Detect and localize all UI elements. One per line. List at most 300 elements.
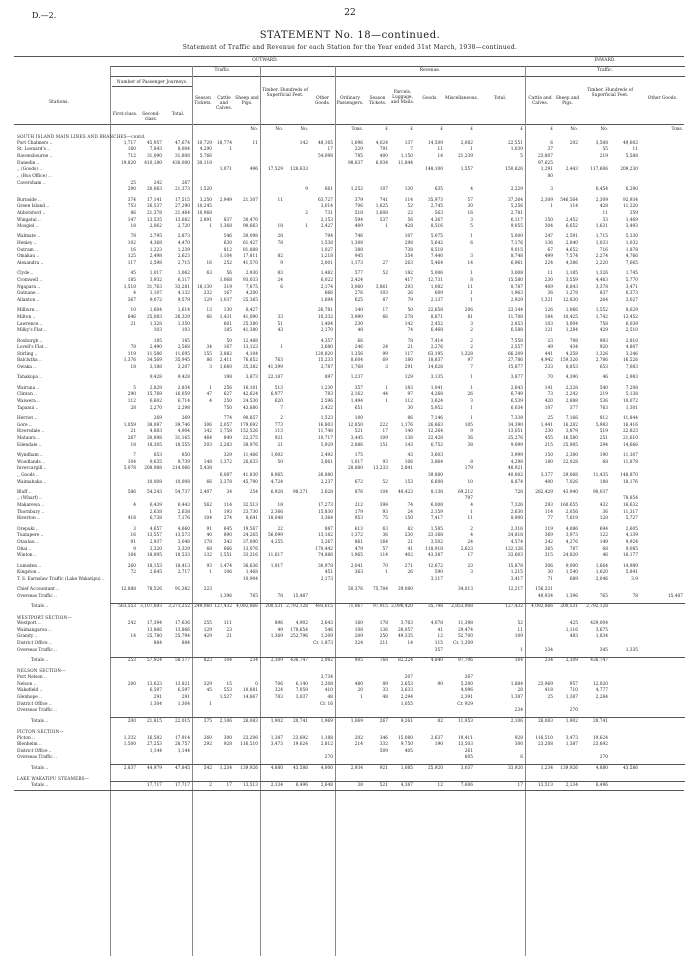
table-cell: 689 <box>569 576 578 582</box>
table-cell: 409 <box>544 284 553 290</box>
table-cell: 103 <box>153 328 162 334</box>
table-cell: 306 <box>544 563 553 569</box>
table-cell: 812 <box>223 247 232 253</box>
table-cell: 905 <box>354 658 363 663</box>
table-cell: 14 <box>130 634 136 640</box>
table-cell: 31,165 <box>174 435 190 441</box>
table-cell: 9,261 <box>400 718 413 724</box>
table-cell: 26 <box>467 392 473 398</box>
table-cell: 3,267 <box>320 540 333 545</box>
table-cell: 2,498 <box>149 254 162 260</box>
table-cell: 8 <box>470 459 473 465</box>
station-name: Blenheim .. <box>17 742 42 748</box>
table-cell: 2,888 <box>565 399 578 404</box>
table-cell: 2,229 <box>510 187 523 193</box>
table-cell: 10,245 <box>196 204 212 210</box>
table-cell: 267 <box>181 180 190 186</box>
table-cell: 1,335 <box>625 647 638 653</box>
page-id: D.—2. <box>32 11 57 20</box>
station-name: Lumsden .. <box>17 563 42 569</box>
table-cell: 48 <box>327 694 333 700</box>
table-cell: 1,055 <box>400 701 413 707</box>
station-name: Edendale .. <box>17 442 42 448</box>
table-cell: 251 <box>599 435 608 441</box>
table-cell: 11,586 <box>146 351 162 357</box>
table-cell: 716 <box>599 247 608 253</box>
table-cell: 23,208 <box>537 742 553 748</box>
table-cell: 232 <box>203 291 212 297</box>
table-cell: 30,470 <box>242 217 258 223</box>
table-cell: 6,008 <box>430 503 443 509</box>
table-cell: 4 <box>470 533 473 539</box>
table-cell: 509 <box>379 748 388 754</box>
table-cell: 136 <box>379 627 388 633</box>
table-cell: 24 <box>467 540 473 545</box>
table-cell: 4,942 <box>540 358 553 364</box>
table-cell: 13,452 <box>622 314 638 320</box>
table-cell: 179 <box>464 466 473 472</box>
table-cell: 429 <box>203 634 212 640</box>
table-cell: 25,276 <box>507 435 523 441</box>
table-cell: 7,176 <box>177 516 190 522</box>
table-cell: 496 <box>249 167 258 173</box>
table-cell: 2,162 <box>350 392 363 398</box>
table-cell: 2,643 <box>510 385 523 391</box>
table-cell: 211 <box>379 641 388 647</box>
table-cell: 6,117 <box>510 217 523 223</box>
table-cell: 25,380 <box>242 321 258 327</box>
header-miscellaneous: Miscellaneous. <box>445 96 479 101</box>
table-cell: 18,555 <box>174 442 190 448</box>
table-cell: 292 <box>203 742 212 748</box>
table-cell: 3,763 <box>400 621 413 627</box>
table-cell: 2,834 <box>177 385 190 391</box>
table-cell: 19,411 <box>457 735 473 741</box>
table-cell: 3,008 <box>510 271 523 277</box>
table-cell: 3 <box>470 399 473 404</box>
table-cell: 11 <box>437 147 443 153</box>
table-cell: 765 <box>249 593 258 599</box>
table-cell: 1,185 <box>565 271 578 277</box>
table-cell: 91 <box>206 526 212 532</box>
table-cell: 2,853,908 <box>451 604 473 610</box>
table-cell: 93,033 <box>242 278 258 283</box>
table-cell: 27 <box>382 261 388 266</box>
table-cell: 18,413 <box>174 563 190 569</box>
table-cell: 137 <box>404 140 413 146</box>
table-cell: 82 <box>437 718 443 724</box>
table-cell: 41,399 <box>267 365 283 371</box>
header-total: Total. <box>171 112 185 117</box>
table-cell: 884 <box>153 641 162 647</box>
table-cell: 10,968 <box>196 210 212 216</box>
table-cell: 34 <box>206 345 212 351</box>
table-cell: 2,934 <box>350 765 363 771</box>
table-cell: 1 <box>520 647 523 653</box>
table-cell: 1,237 <box>350 375 363 381</box>
table-cell: 791 <box>379 147 388 153</box>
table-cell: 432 <box>599 503 608 509</box>
table-rule-bottom <box>14 790 684 791</box>
table-cell: 37 <box>547 147 553 153</box>
table-cell: 7,338 <box>510 416 523 421</box>
table-cell: 10,904 <box>242 576 258 582</box>
table-cell: 56 <box>226 271 232 277</box>
table-cell: 2,001 <box>320 261 333 266</box>
station-name: NELSON SECTION— <box>17 668 66 674</box>
table-cell: 13,076 <box>242 546 258 552</box>
table-cell: 1,518 <box>123 284 136 290</box>
table-cell: 5,006 <box>430 271 443 277</box>
table-cell: 40,423 <box>397 489 413 495</box>
table-cell: 7,083 <box>625 365 638 371</box>
table-cell: 3,417 <box>510 576 523 582</box>
table-cell: 1,551 <box>219 553 232 559</box>
table-cell: 18,533 <box>174 553 190 559</box>
table-cell: 3,879 <box>565 429 578 435</box>
table-cell: 16 <box>206 261 212 266</box>
table-cell: 4,660 <box>177 526 190 532</box>
table-cell: 2,134 <box>270 782 283 788</box>
totals-rule <box>110 764 685 765</box>
table-cell: 5,330 <box>625 234 638 240</box>
table-cell: 160 <box>127 147 136 153</box>
table-cell: 33,920 <box>507 765 523 771</box>
table-cell: 586 <box>127 489 136 495</box>
table-cell: 17,394 <box>146 621 162 627</box>
table-cell: 2 <box>470 338 473 344</box>
table-cell: 3 <box>550 187 553 193</box>
table-cell: 107 <box>379 187 388 193</box>
table-cell: 388 <box>354 247 363 253</box>
table-cell: 2,792,128 <box>286 604 308 610</box>
table-cell: 3 <box>470 217 473 223</box>
table-cell: 1,494 <box>350 399 363 404</box>
table-cell: 1 <box>209 701 212 707</box>
table-cell: 28 <box>277 234 283 240</box>
table-cell: 274 <box>223 516 232 522</box>
table-cell: 5,000 <box>510 234 523 240</box>
table-cell: 1,027 <box>320 247 333 253</box>
table-cell: 3 <box>133 526 136 532</box>
table-cell: 126 <box>544 308 553 314</box>
table-cell: 3,027 <box>625 297 638 303</box>
table-cell: 9,924 <box>625 540 638 545</box>
station-name: Milky's Flat .. <box>17 328 47 334</box>
table-cell: 1,033 <box>595 241 608 247</box>
table-cell: 234 <box>544 658 553 663</box>
table-cell: 30,098 <box>242 234 258 240</box>
table-cell: 712 <box>127 154 136 159</box>
table-cell: 4,386 <box>565 261 578 266</box>
table-cell: 6,714 <box>177 399 190 404</box>
table-cell: 3,014 <box>320 204 333 210</box>
header-inward: INWARD. <box>594 58 616 63</box>
table-cell: 15,487 <box>292 593 308 599</box>
table-cell: 75,784 <box>372 587 388 593</box>
table-cell: 116,510 <box>240 742 258 748</box>
table-cell: 23,969 <box>537 681 553 687</box>
table-cell: 263 <box>404 261 413 266</box>
table-cell: 125 <box>127 254 136 260</box>
table-cell: 2,812 <box>320 742 333 748</box>
table-cell: 269 <box>181 416 190 421</box>
totals-row <box>0 657 700 664</box>
table-cell: 6,454 <box>595 187 608 193</box>
table-cell: 7,414 <box>430 338 443 344</box>
table-cell: 920 <box>599 345 608 351</box>
table-cell: 694 <box>599 526 608 532</box>
table-cell: 90,037 <box>592 489 608 495</box>
table-cell: 46 <box>602 375 608 381</box>
table-cell: 12,672 <box>427 563 443 569</box>
table-cell: 849 <box>223 435 232 441</box>
table-cell: 16,582 <box>146 735 162 741</box>
table-cell: 139,926 <box>560 765 578 771</box>
table-cell: 1,902 <box>270 718 283 724</box>
table-cell: 2,886 <box>350 442 363 448</box>
table-cell: 215 <box>544 442 553 448</box>
table-cell: 884 <box>181 641 190 647</box>
table-cell: 746 <box>354 234 363 240</box>
table-cell: 188 <box>599 479 608 485</box>
table-cell: 1,017 <box>350 459 363 465</box>
table-cell: 22,028 <box>562 459 578 465</box>
table-cell: 13 <box>206 308 212 314</box>
station-name: Totals .. <box>31 718 49 724</box>
station-name: Milburn .. <box>17 308 39 314</box>
table-cell: 6,496 <box>595 782 608 788</box>
table-cell: 52 <box>407 204 413 210</box>
table-cell: 1,404 <box>320 321 333 327</box>
table-cell: 374 <box>127 197 136 203</box>
table-cell: 521 <box>379 782 388 788</box>
table-cell: 140 <box>404 429 413 435</box>
table-cell: 13,535 <box>146 217 162 223</box>
table-cell: 2,734 <box>320 675 333 680</box>
table-cell: 3,378 <box>219 479 232 485</box>
table-cell: 3,990 <box>350 314 363 320</box>
table-cell: 850 <box>181 452 190 458</box>
table-cell: 18 <box>130 224 136 230</box>
table-cell: 653 <box>599 365 608 371</box>
table-cell: 26 <box>407 291 413 297</box>
table-cell: 21 <box>277 442 283 448</box>
table-cell: 207 <box>404 675 413 680</box>
table-cell: 16,282 <box>562 422 578 428</box>
table-cell: 39,746 <box>174 422 190 428</box>
table-cell: 1,614 <box>177 308 190 314</box>
table-cell: 41 <box>407 546 413 552</box>
table-cell: 1 <box>385 224 388 230</box>
station-name: Makarewa .. <box>17 503 45 509</box>
table-cell: 190 <box>434 742 443 748</box>
table-cell: 4,657 <box>149 526 162 532</box>
table-cell: 4 <box>470 503 473 509</box>
station-name: St. Leonard's .. <box>17 147 51 153</box>
table-cell: 74 <box>407 503 413 509</box>
table-cell: 23 <box>547 338 553 344</box>
table-cell: 81,888 <box>242 247 258 253</box>
table-cell: 30 <box>467 204 473 210</box>
table-cell: 6,117 <box>177 278 190 283</box>
table-cell: 21 <box>226 634 232 640</box>
station-name: ,, Goods .. <box>17 472 39 478</box>
table-cell: 36 <box>382 533 388 539</box>
table-cell: 1,520 <box>199 187 212 193</box>
table-cell: 2,411 <box>219 358 232 364</box>
table-cell: 9,055 <box>510 224 523 230</box>
table-cell: 56,099 <box>267 533 283 539</box>
table-cell: 3,932 <box>149 278 162 283</box>
table-cell: 410,180 <box>144 160 162 166</box>
table-cell: 5,464 <box>430 261 443 266</box>
totals-rule <box>110 657 685 658</box>
station-name: Totals .. <box>31 604 49 610</box>
table-cell: 4,358 <box>565 351 578 357</box>
header-journeys: Number of Passenger Journeys. <box>116 80 188 85</box>
table-cell: 41 <box>437 627 443 633</box>
table-cell: 178,654 <box>290 627 308 633</box>
table-cell: 13,557 <box>146 533 162 539</box>
station-name: Granity .. <box>17 634 38 640</box>
table-cell: 15,769 <box>146 392 162 398</box>
table-cell: 6,977 <box>270 392 283 398</box>
table-cell: 1,085 <box>400 765 413 771</box>
table-cell: 4,298 <box>510 459 523 465</box>
table-cell: 14,867 <box>242 694 258 700</box>
table-cell: 812 <box>599 416 608 421</box>
table-cell: 15,233 <box>317 358 333 364</box>
station-name: Ravensbourne .. <box>17 154 53 159</box>
header-season-tickets: Season Tickets. <box>194 96 212 106</box>
table-cell: 921 <box>379 765 388 771</box>
table-cell: 513 <box>274 385 283 391</box>
table-cell: 120,820 <box>315 351 333 357</box>
station-name: Abbotsford .. <box>17 210 46 216</box>
table-cell: 130 <box>223 308 232 314</box>
table-cell: 18,153 <box>146 563 162 569</box>
table-cell: 34 <box>226 489 232 495</box>
table-cell: 887 <box>324 526 333 532</box>
table-cell: 8,787 <box>510 284 523 290</box>
table-cell: 9,072 <box>149 297 162 303</box>
table-cell: 8 <box>470 278 473 283</box>
table-cell: 928 <box>223 742 232 748</box>
table-cell: 23,692 <box>292 735 308 741</box>
table-cell: 324 <box>274 688 283 694</box>
table-cell: 15,487 <box>667 593 683 599</box>
station-name: Overseas Traffic .. <box>17 755 57 761</box>
table-cell: 3,675 <box>595 627 608 633</box>
table-cell: 1,604 <box>149 308 162 314</box>
table-cell: 18 <box>130 365 136 371</box>
table-cell: 98,837 <box>347 160 363 166</box>
table-cell: 1 <box>470 385 473 391</box>
table-cell: 68 <box>602 459 608 465</box>
table-cell: 55 <box>602 147 608 153</box>
table-cell: 1 <box>470 297 473 303</box>
table-cell: 74 <box>407 328 413 334</box>
table-cell: 1,625 <box>375 204 388 210</box>
table-cell: 25,920 <box>427 765 443 771</box>
station-name: Wairuna .. <box>17 385 40 391</box>
unit-cell: No. <box>570 127 578 132</box>
table-cell: 3,048 <box>177 540 190 545</box>
station-name: Orepuki .. <box>17 526 39 532</box>
table-cell: 11,878 <box>622 459 638 465</box>
table-cell: 1,032 <box>625 241 638 247</box>
table-cell: 11 <box>632 147 638 153</box>
table-cell: 270 <box>599 755 608 761</box>
station-name: Clinton .. <box>17 392 37 398</box>
table-cell: 4 <box>470 187 473 193</box>
header-other-goods-inward: Other Goods. <box>647 96 678 101</box>
table-cell: 1 <box>209 570 212 576</box>
table-cell: 1,301 <box>625 405 638 411</box>
table-cell: 51 <box>277 321 283 327</box>
table-cell: 260 <box>127 563 136 569</box>
unit-cell: No. <box>600 127 608 132</box>
table-cell: 2,638 <box>177 509 190 515</box>
table-cell: 129 <box>404 375 413 381</box>
station-name: Allanton .. <box>17 297 40 303</box>
table-cell: 324 <box>354 641 363 647</box>
table-cell: 1,834 <box>595 634 608 640</box>
totals-row <box>0 765 700 772</box>
table-cell: 4,139 <box>625 533 638 539</box>
table-cell: 44,979 <box>146 765 162 771</box>
table-cell: 9,099 <box>510 442 523 448</box>
table-cell: 367 <box>127 297 136 303</box>
table-cell: 209 <box>354 634 363 640</box>
table-cell: 185 <box>181 338 190 344</box>
table-cell: 646 <box>127 314 136 320</box>
table-cell: 179 <box>354 509 363 515</box>
table-cell: 1,742 <box>595 314 608 320</box>
table-cell: 9 <box>470 429 473 435</box>
table-cell: 6,022 <box>320 278 333 283</box>
station-name: Otautau .. <box>17 540 39 545</box>
table-cell: 7,440 <box>430 254 443 260</box>
table-cell: 1,396 <box>219 593 232 599</box>
table-cell: 2,298 <box>177 405 190 411</box>
table-cell: 1,326 <box>595 351 608 357</box>
table-cell: 6,034 <box>510 405 523 411</box>
table-cell: 16,416 <box>622 422 638 428</box>
table-cell: 3,271,252 <box>168 604 190 610</box>
table-cell: 26,329 <box>174 314 190 320</box>
table-cell: 13,623 <box>146 681 162 687</box>
table-cell: 1,557 <box>460 167 473 173</box>
table-cell: 0 <box>255 681 258 687</box>
table-cell: 13,682 <box>174 217 190 223</box>
table-cell: 609 <box>434 291 443 297</box>
table-cell: 2,391 <box>460 694 473 700</box>
table-cell: 635 <box>434 187 443 193</box>
table-cell: 2,557 <box>510 345 523 351</box>
table-cell: 357 <box>434 647 443 653</box>
table-cell: 1,308 <box>350 241 363 247</box>
table-cell: 17,141 <box>146 197 162 203</box>
table-cell: 76,852 <box>242 358 258 364</box>
table-cell: 141 <box>544 385 553 391</box>
header-other-goods: Other Goods. <box>314 96 331 106</box>
table-cell: 1,768 <box>350 365 363 371</box>
table-cell: 14 <box>407 641 413 647</box>
table-cell: 798 <box>569 338 578 344</box>
table-cell: 1,527 <box>219 694 232 700</box>
